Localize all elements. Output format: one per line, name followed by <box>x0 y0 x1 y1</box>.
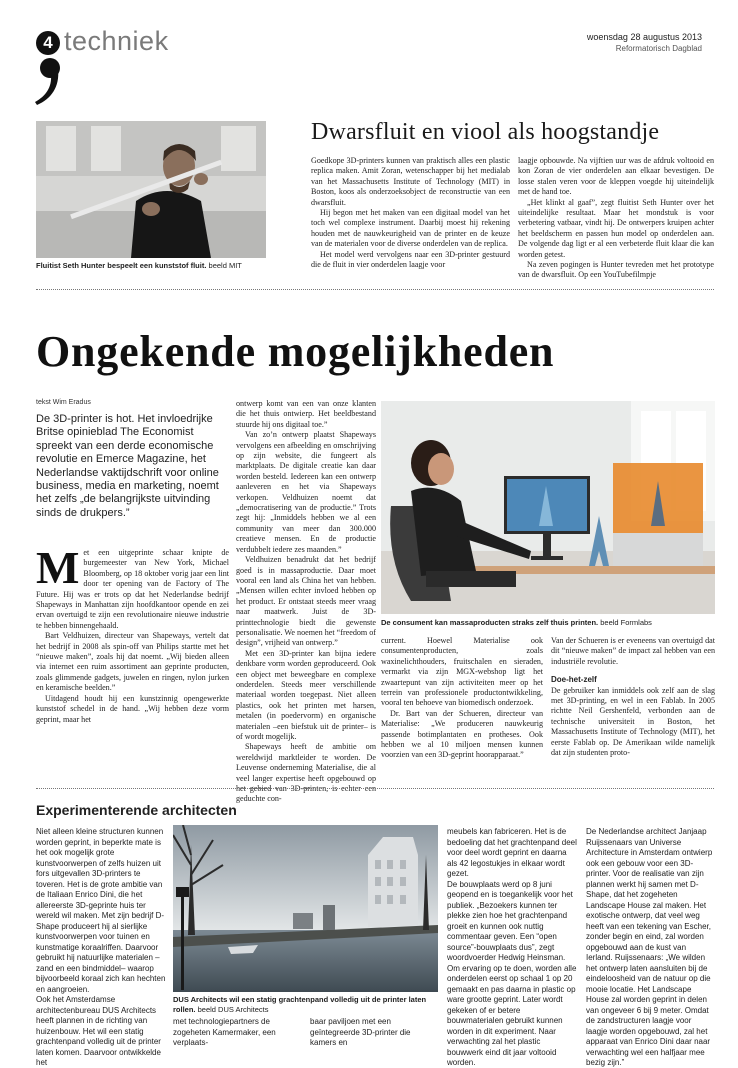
main-column-4 <box>551 636 715 758</box>
caption-credit: beeld Formlabs <box>600 618 652 627</box>
paragraph: et een uitgeprinte schaar knipte de burgemeester van New York, Michael Bloomberg, op 18 oktober vorig jaar een lint door ter opening van de Factory of The Future. Hij was er trots op dat het Nederlandse bedrijf Shapeways in Manhattan zijn hoofdkantoor opende en zei ervan overtuigd te zijn een revolutionaire nieuwe industrie te hebben binnengehaald. <box>36 548 229 630</box>
paragraph: Veldhuizen benadrukt dat het bedrijf goed is in massaproductie. Daar moet vooral een land als China het van hebben. „Mensen willen echter invloed hebben op het product. Er ontstaat steeds meer vraag naar maatwerk. Juist de 3D-printtechnologie biedt die gewenste personalisatie. We noemen het “freedom of design”, vrijheid van ontwerp.” <box>236 555 376 648</box>
flute-column-2 <box>518 156 714 281</box>
flute-photo <box>36 121 266 258</box>
main-column-1 <box>36 542 229 725</box>
newspaper-name: Reformatorisch Dagblad <box>615 44 702 53</box>
paragraph: meubels kan fabriceren. Het is de bedoeling dat het grachtenpand deel voor deel wordt geprint en daarna als 42 legostukjes in elkaar wordt gezet. <box>447 827 577 878</box>
paragraph: Niet alleen kleine structuren kunnen worden geprint, in beperkte mate is het ook mogelijk grote kunstvoorwerpen of zelfs huizen uit fors uitgevallen 3D-printers te toveren. Het is de grote ambitie van de Italiaan Enrico Dini, die het allereerste 3D-geprinte huis ter wereld wil maken. Met zijn bedrijf D-Shape produceert hij al sierlijke kunstvoorwerpen voor tuinen en kunstmatige koraalriffen. Daarvoor gebruikt hij natuurlijke materialen –zand en een bindmiddel– waarop bijvoorbeeld koraal zich kan hechten en aangroeien. <box>36 827 166 994</box>
architects-column-3 <box>447 827 578 1068</box>
caption-text: De consument kan massaproducten straks zelf thuis printen. <box>381 618 599 627</box>
paragraph: Met een 3D-printer kan bijna iedere denkbare vorm worden geproduceerd. Ook een object met beweegbare en complexe onderdelen. Steeds meer verschillende materiaal worden toegepast. Niet alleen plastics, ook het printen met harsen, metalen (in poedervorm) en organische materialen –een biefstuk uit de printer– is of wordt mogelijk. <box>236 648 376 741</box>
architects-column-1 <box>36 827 166 1068</box>
main-column-2 <box>236 399 376 805</box>
paragraph: Ook het Amsterdamse architectenbureau DUS Architects heeft plannen in de richting van huizenbouw. Het wil een statig grachtenpand volledig uit de printer laten komen. Daarvoor ontwikkelde het <box>36 995 161 1067</box>
paragraph: Hij begon met het maken van een digitaal model van het toch wel complexe instrument. Daarbij moest hij rekening houden met de nauwkeurigheid van de printer en de keuze van de materialen voor de diverse onderdelen van de replica. <box>311 208 510 249</box>
lead-paragraph: De 3D-printer is hot. Het invloedrijke Britse opinieblad The Economist spreekt van een derde economische revolutie en Emerce Magazine, het Nederlandse vaktijdschrift voor online business, media en marketing, noemt het zelfs „de belangrijkste uitvinding sinds de drukpers.” <box>36 413 219 519</box>
printer-photo <box>381 401 715 614</box>
paragraph: Shapeways heeft de ambitie om wereldwijd marktleider te worden. De Leuvense onderneming Materialise, die al veel langer expertise heeft opgebouwd op het gebied van 3D-printen, is echter een geduchte con- <box>236 742 376 804</box>
section-divider <box>36 289 714 290</box>
main-headline: Ongekende mogelijkheden <box>36 327 555 376</box>
paragraph: Van der Schueren is er eveneens van overtuigd dat dit “nieuwe maken” de impact zal hebben van een industriële revolutie. <box>551 636 715 666</box>
paragraph: Na zeven pogingen is Hunter tevreden met het prototype van de dwarsfluit. Op een YouTubefilmpje <box>518 260 714 280</box>
section-title: techniek <box>64 26 169 56</box>
caption-credit: beeld MIT <box>208 261 242 270</box>
architects-under-photo-2 <box>310 1017 438 1049</box>
paragraph: Van zo’n ontwerp plaatst Shapeways vervolgens een afbeelding en omschrijving op zijn website, die fungeert als marktplaats. De digitale creatie kan daar worden besteld. Iedereen kan een ontwerp aanleveren en het via Shapeways verkopen. Veldhuizen noemt dat „democratisering van de productie.” Trots zegt hij: „Inmiddels hebben we al een community van meer dan 300.000 creatieve mensen. En de productie verdubbelt iedere zes maanden.” <box>236 430 376 554</box>
paragraph: baar paviljoen met een geïntegreerde 3D-printer die kamers en <box>310 1017 411 1047</box>
caption-text: DUS Architects wil een statig grachtenpand volledig uit de printer laten rollen. <box>173 995 427 1014</box>
flute-headline: Dwarsfluit en viool als hoogstandje <box>311 119 660 145</box>
main-column-3 <box>381 636 543 761</box>
caption-text: Fluitist Seth Hunter bespeelt een kunststof fluit. <box>36 261 207 270</box>
drop-cap: M <box>36 542 80 593</box>
paragraph: „Het klinkt al gaaf”, zegt fluitist Seth Hunter over het uiteindelijke resultaat. Maar het mondstuk is voor verbetering vatbaar, vindt hij. De ontwerpers kruipen achter het beeldscherm en passen hun model op onderdelen aan. De volgende dag ligt er al een verbeterde fluit klaar die kan worden getest. <box>518 197 714 259</box>
paragraph: Bart Veldhuizen, directeur van Shapeways, vertelt dat het bedrijf in 2008 als spin-off van Philips startte met het “nieuwe maken”, zoals hij dat noemt. „Wij bieden alleen via internet een ruim assortiment aan geprinte producten, zoals glimmende gadgets, juwelen en ringen, nylon jurken en keramische beelden.” <box>36 631 229 693</box>
paragraph: ontwerp komt van een van onze klanten die het thuis ontwierp. Het beeldbestand stuurde hij ons digitaal toe.” <box>236 399 376 429</box>
architects-column-4 <box>586 827 714 1068</box>
canal-photo-caption <box>173 995 438 1015</box>
paragraph: Goedkope 3D-printers kunnen van praktisch alles een plastic replica maken. Amit Zoran, wetenschapper bij het medialab van het Massachusetts Institute of Technology (MIT) in Boston, koos als onderzoeksobject de reconstructie van een dwarsfluit. <box>311 156 510 207</box>
paragraph: laagje opbouwde. Na vijftien uur was de afdruk voltooid en kon Zoran de vier onderdelen aan elkaar bevestigen. De losse stalen veren voor de kleppen voegde hij uiteindelijk met de hand toe. <box>518 156 714 197</box>
issue-date: woensdag 28 augustus 2013 <box>586 32 702 42</box>
printer-photo-caption <box>381 618 715 628</box>
subheading: Doe-het-zelf <box>551 675 597 685</box>
paragraph: Het model werd vervolgens naar een 3D-printer gestuurd die de fluit in vier onderdelen laagje voor <box>311 249 510 270</box>
canal-house-photo <box>173 825 438 992</box>
paragraph: current. Hoewel Materialise ook consumentenproducten, zoals waxinelichthouders, fruitschalen en sieraden, vermarkt via zijn MGX-webshop ligt het zwaartepunt van zijn activiteiten meer op het terrein van professionele productontwikkeling, vooral ten behoeve van biomedisch onderzoek. <box>381 636 543 708</box>
caption-credit: beeld DUS Architects <box>197 1005 269 1014</box>
flute-column-1 <box>311 156 510 270</box>
paragraph: met technologiepartners de zogeheten Kamermaker, een verplaats- <box>173 1017 276 1047</box>
section-divider <box>36 788 714 789</box>
paragraph: De gebruiker kan inmiddels ook zelf aan de slag met 3D-printing, en wel in een Fablab. In 2005 richtte Neil Gershenfeld, verbonden aan de technische universiteit in Boston, het Massachusetts Institute of Technology (MIT), het eerste Fablab op. De Amerikaan wilde namelijk dat zijn studenten proto- <box>551 685 715 758</box>
page-number: 4 <box>36 31 60 55</box>
paragraph: De bouwplaats werd op 8 juni geopend en is toegankelijk voor het publiek. „Bezoekers kunnen ter plekke zien hoe het grachtenpand groeit en kunnen ook nuttig commentaar geven. Een “open source”-bouwplaats dus”, zegt woordvoerder Hedwig Heinsman. Om ervaring op te doen, worden alle onderdelen eerst op schaal 1 op 20 gemaakt en pas daarna in plastic op ware grootte geprint. Later wordt gekeken of er betere bouwmaterialen gebruikt kunnen worden in dit experiment. Naar verwachting zal het plastic bouwwerk eind dit jaar voltooid worden. <box>447 879 577 1067</box>
paragraph: Dr. Bart van der Schueren, directeur van Materialise: „We produceren nauwkeurig passende botimplantaten en protheses. Ook hebben we al 10 miljoen mensen kunnen voorzien van een 3D-geprint hoorapparaat.” <box>381 708 543 760</box>
flute-photo-caption <box>36 261 266 271</box>
comma-logo-icon <box>33 57 65 107</box>
architects-under-photo-1 <box>173 1017 299 1049</box>
paragraph: Uitdagend houdt hij een kunstzinnig opengewerkte kunststof schedel in de hand. „Wij hebben deze vorm geprint, maar het <box>36 693 229 724</box>
architects-headline: Experimenterende architecten <box>36 802 237 818</box>
paragraph: De Nederlandse architect Janjaap Ruijssenaars van Universe Architecture in Amsterdam ontwierp ook een gebouw voor een 3D-printer. Voor de realisatie van zijn plannen werkt hij samen met D-Shape, dat het zogeheten Landscape House zal maken. Het exotische ontwerp, dat veel weg heeft van een tekening van Escher, zonder begin en eind, zal worden opgebouwd aan de kust van Ierland. Ruijssenaars: „We wilden het ontwerp laten aansluiten bij de eindeloosheid van de natuur op die mooie locatie. Het Landscape House zal worden geprint in delen van ongeveer 6 bij 9 meter. Omdat de zandstructuren laagje voor laagje worden opgebouwd, zal het apparaat van Enrico Dini daar naar verwachting wel een halfjaar mee bezig zijn.” <box>586 827 713 1067</box>
byline: tekst Wim Eradus <box>36 399 91 406</box>
